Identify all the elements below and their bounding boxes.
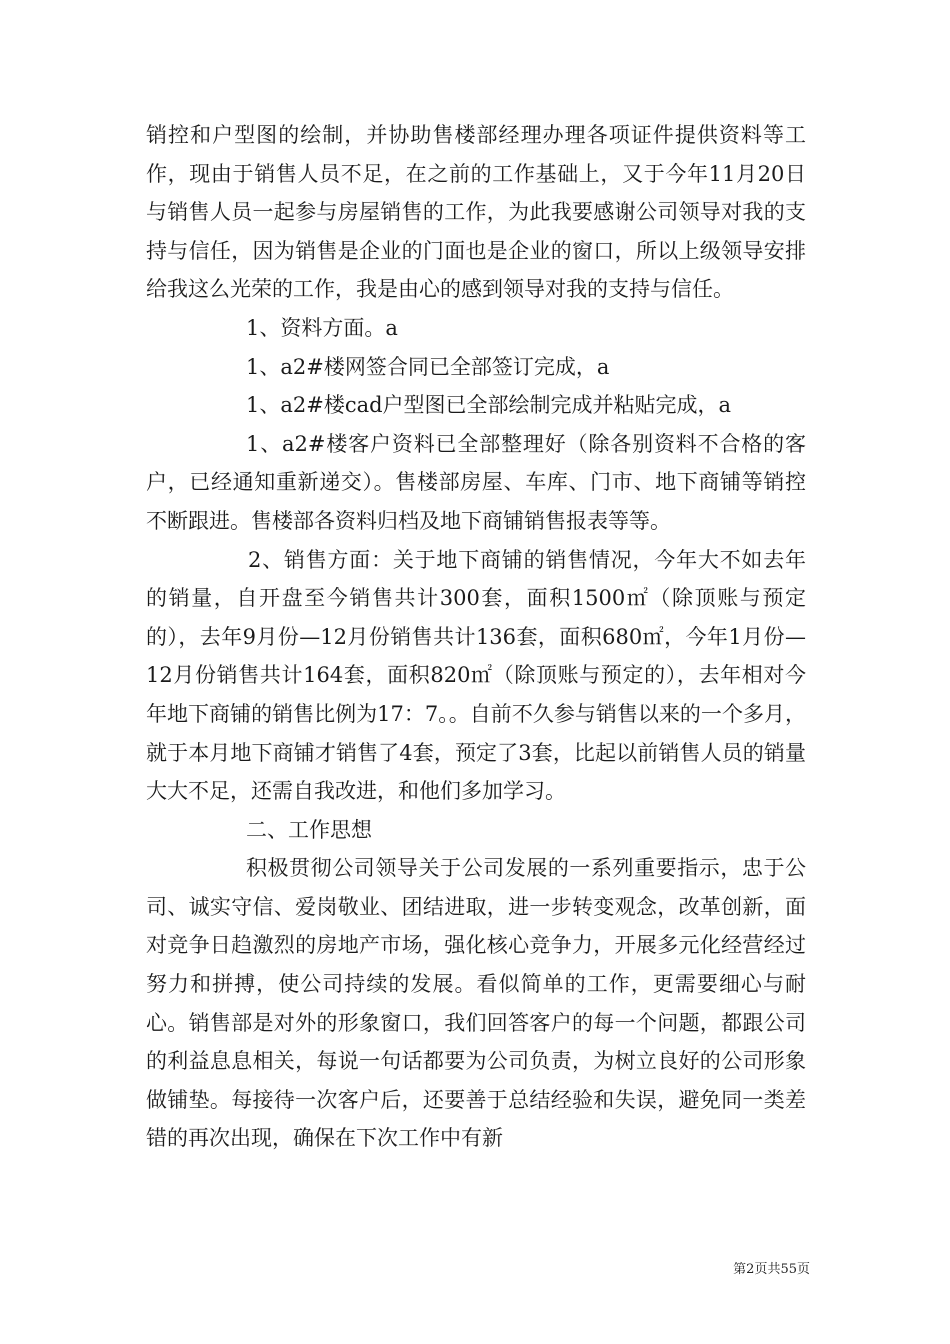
paragraph-work-thinking: 积极贯彻公司领导关于公司发展的一系列重要指示，忠于公司、诚实守信、爱岗敬业、团结进取，进一步转变观念，改革创新，面对竞争日趋激烈的房地产市场，强化核心竞争力，开展多元化经营经过努力和拼搏，使公司持续的发展。看似简单的工作，更需要细心与耐心。销售部是对外的形象窗口，我们回答客户的每一个问题，都跟公司的利益息息相关，每说一句话都要为公司负责，为树立良好的公司形象做铺垫。每接待一次客户后，还要善于总结经验和失误，避免同一类差错的再次出现，确保在下次工作中有新	[146, 856, 806, 1151]
paragraph-materials-heading: 1、资料方面。a	[246, 315, 398, 340]
paragraph-intro: 销控和户型图的绘制，并协助售楼部经理办理各项证件提供资料等工作，现由于销售人员不足，在之前的工作基础上，又于今年11月20日与销售人员一起参与房屋销售的工作，为此我要感谢公司领导对我的支持与信任，因为销售是企业的门面也是企业的窗口，所以上级领导安排给我这么光荣的工作，我是由心的感到领导对我的支持与信任。	[146, 123, 806, 302]
paragraph-client-data: 1、a2#楼客户资料已全部整理好（除各别资料不合格的客户，已经通知重新递交）。售楼部房屋、车库、门市、地下商铺等销控不断跟进。售楼部各资料归档及地下商铺销售报表等等。	[146, 431, 806, 533]
page-number: 第2页共55页	[733, 1262, 810, 1277]
document-body	[146, 116, 806, 1158]
paragraph-sales: 2、销售方面：关于地下商铺的销售情况，今年大不如去年的销量，自开盘至今销售共计300套，面积1500㎡（除顶账与预定的），去年9月份—12月份销售共计136套，面积680㎡，今年1月份—12月份销售共计164套，面积820㎡（除顶账与预定的），去年相对今年地下商铺的销售比例为17：7。。自前不久参与销售以来的一个多月，就于本月地下商铺才销售了4套，预定了3套，比起以前销售人员的销量大大不足，还需自我改进，和他们多加学习。	[146, 547, 806, 804]
section-heading-work-thinking: 二、工作思想	[246, 817, 372, 842]
paragraph-contracts: 1、a2#楼网签合同已全部签订完成，a	[246, 354, 610, 379]
paragraph-cad: 1、a2#楼cad户型图已全部绘制完成并粘贴完成，a	[246, 393, 732, 418]
